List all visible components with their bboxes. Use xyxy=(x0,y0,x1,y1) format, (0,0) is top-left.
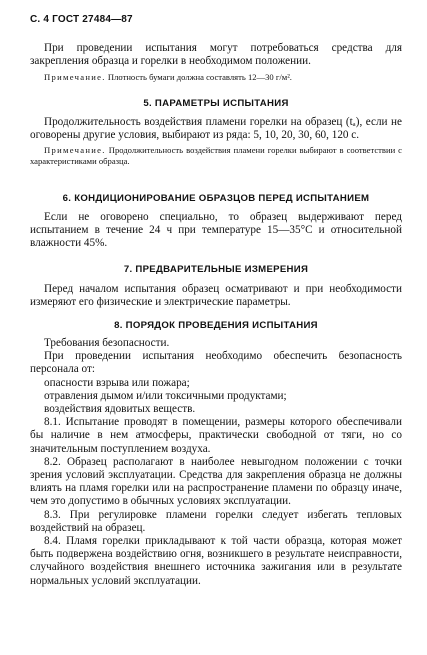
intro-note-label: Примечание. xyxy=(44,72,106,83)
section-6-heading: 6. КОНДИЦИОНИРОВАНИЕ ОБРАЗЦОВ ПЕРЕД ИСПЫТАНИЕМ xyxy=(62,193,370,204)
list-item: воздействия ядовитых веществ. xyxy=(44,403,196,416)
clause-8-4: 8.4. Пламя горелки прикладывают к той части образца, которая может быть подвержена воздействию огня, возникшего в результате неисправности, случайного воздействия внешнего источника зажигания или в результате нормальных условий эксплуатации. xyxy=(30,535,402,587)
intro-note-text: Плотность бумаги должна составлять 12—30 г/м². xyxy=(105,72,292,83)
page-header: С. 4 ГОСТ 27484—87 xyxy=(30,14,133,25)
clause-8-1: 8.1. Испытание проводят в помещении, размеры которого обеспечивали бы наличие в нем атмосферы, практически свободной от тяги, но со значительным поступлением воздуха. xyxy=(30,416,402,455)
safety-requirements: Требования безопасности. xyxy=(44,337,170,349)
section-6-paragraph: Если не оговорено специально, то образец выдерживают перед испытанием в течение 24 ч при температуре 15—35°С и относительной влажности 45%. xyxy=(30,211,402,250)
section-8-heading: 8. ПОРЯДОК ПРОВЕДЕНИЯ ИСПЫТАНИЯ xyxy=(114,320,318,331)
section-5-heading: 5. ПАРАМЕТРЫ ИСПЫТАНИЯ xyxy=(143,98,289,109)
list-item: отравления дымом и/или токсичными продуктами; xyxy=(44,389,287,402)
list-item: опасности взрыва или пожара; xyxy=(44,376,190,389)
section-5-note-text: Продолжительность воздействия пламени горелки выбирают в соответствии с характеристиками образца. xyxy=(30,145,402,167)
section-5 xyxy=(30,98,402,167)
safety-paragraph: При проведении испытания необходимо обеспечить безопасность персонала от: xyxy=(30,350,402,376)
section-5-note xyxy=(30,145,402,167)
section-7 xyxy=(30,264,402,309)
section-5-paragraph: Продолжительность воздействия пламени горелки на образец (tₐ), если не оговорены другие условия, выбирают из ряда: 5, 10, 20, 30, 60, 120 с. xyxy=(30,116,402,142)
intro-section xyxy=(30,42,402,83)
intro-paragraph: При проведении испытания могут потребоваться средства для закрепления образца и горелки в необходимом положении. xyxy=(30,42,402,68)
hazard-list xyxy=(30,377,402,417)
section-8 xyxy=(30,320,402,588)
section-6 xyxy=(30,193,402,251)
section-5-note-label: Примечание. xyxy=(44,145,106,156)
clause-8-3: 8.3. При регулировке пламени горелки следует избегать тепловых воздействий на образец. xyxy=(30,508,402,534)
clause-8-2: 8.2. Образец располагают в наиболее невыгодном положении с точки зрения условий эксплуатации. Средства для закрепления образца не должны влиять на пламя горелки или на распространение пламени по образцу иначе, чем это допустимо в обычных условиях эксплуатации. xyxy=(30,455,402,508)
section-7-heading: 7. ПРЕДВАРИТЕЛЬНЫЕ ИЗМЕРЕНИЯ xyxy=(123,264,309,275)
section-7-paragraph: Перед началом испытания образец осматривают и при необходимости измеряют его физические и электрические параметры. xyxy=(30,283,402,309)
intro-note xyxy=(30,72,402,83)
